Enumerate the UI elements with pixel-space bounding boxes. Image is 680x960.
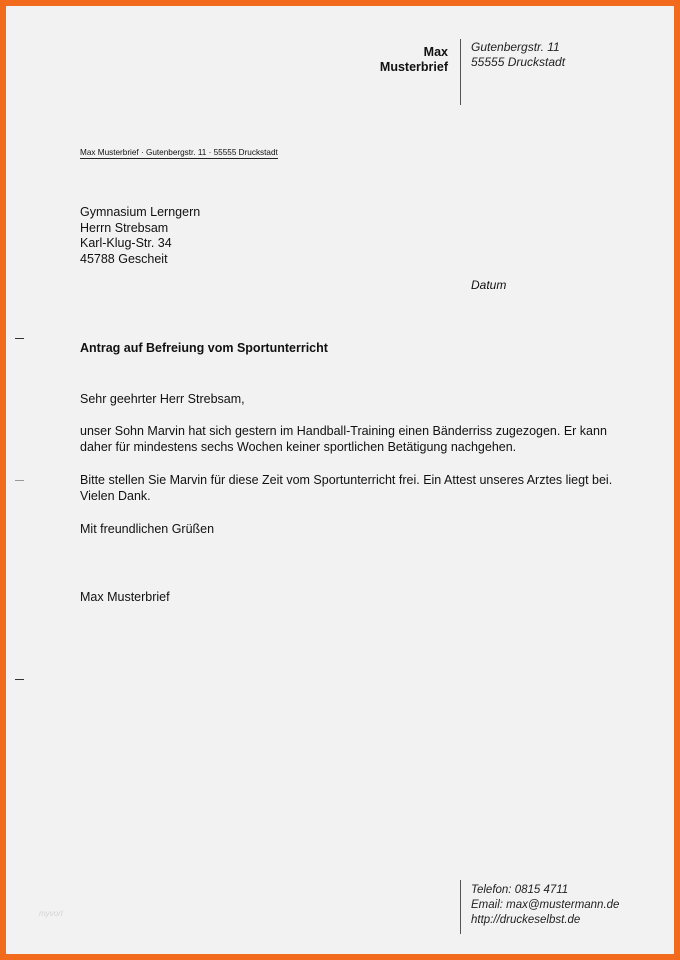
punch-mark	[15, 480, 24, 481]
sender-address	[471, 40, 565, 70]
footer-contact	[471, 883, 619, 928]
footer-phone: Telefon: 0815 4711	[471, 884, 569, 896]
letter-page	[6, 6, 674, 954]
fold-mark-bottom	[15, 679, 24, 680]
footer-divider	[460, 880, 461, 934]
letter-body	[80, 391, 625, 553]
fold-mark-top	[15, 338, 24, 339]
recipient-address	[80, 205, 200, 267]
recipient-line-1: Gymnasium Lerngern	[80, 205, 201, 219]
return-address-line: Max Musterbrief · Gutenbergstr. 11 · 55555 Druckstadt	[80, 148, 278, 157]
body-paragraph-1: unser Sohn Marvin hat sich gestern im Handball-Training einen Bänderriss zugezogen. Er kann daher für mindestens sechs Wochen keiner sportlichen Betätigung nachgehen.	[80, 423, 607, 454]
signature-name: Max Musterbrief	[80, 590, 170, 604]
closing: Mit freundlichen Grüßen	[80, 521, 215, 536]
footer-website: http://druckeselbst.de	[471, 914, 581, 926]
letter-subject: Antrag auf Befreiung vom Sportunterricht	[80, 341, 328, 355]
body-paragraph-2: Bitte stellen Sie Marvin für diese Zeit vom Sportunterricht frei. Ein Attest unseres Arztes liegt bei. Vielen Dank.	[80, 472, 613, 503]
sender-name	[380, 45, 448, 75]
date-label: Datum	[471, 278, 507, 292]
recipient-line-2: Herrn Strebsam	[80, 220, 169, 235]
recipient-line-3: Karl-Klug-Str. 34	[80, 236, 172, 250]
sender-street: Gutenbergstr. 11	[471, 40, 560, 54]
sender-city: 55555 Druckstadt	[471, 55, 566, 69]
salutation: Sehr geehrter Herr Strebsam,	[80, 392, 245, 406]
footer-email: Email: max@mustermann.de	[471, 899, 620, 911]
recipient-line-4: 45788 Gescheit	[80, 251, 168, 266]
sender-first-name: Max	[423, 45, 448, 59]
watermark: myvorl	[39, 909, 63, 918]
sender-last-name: Musterbrief	[379, 60, 448, 74]
header-divider	[460, 39, 461, 105]
